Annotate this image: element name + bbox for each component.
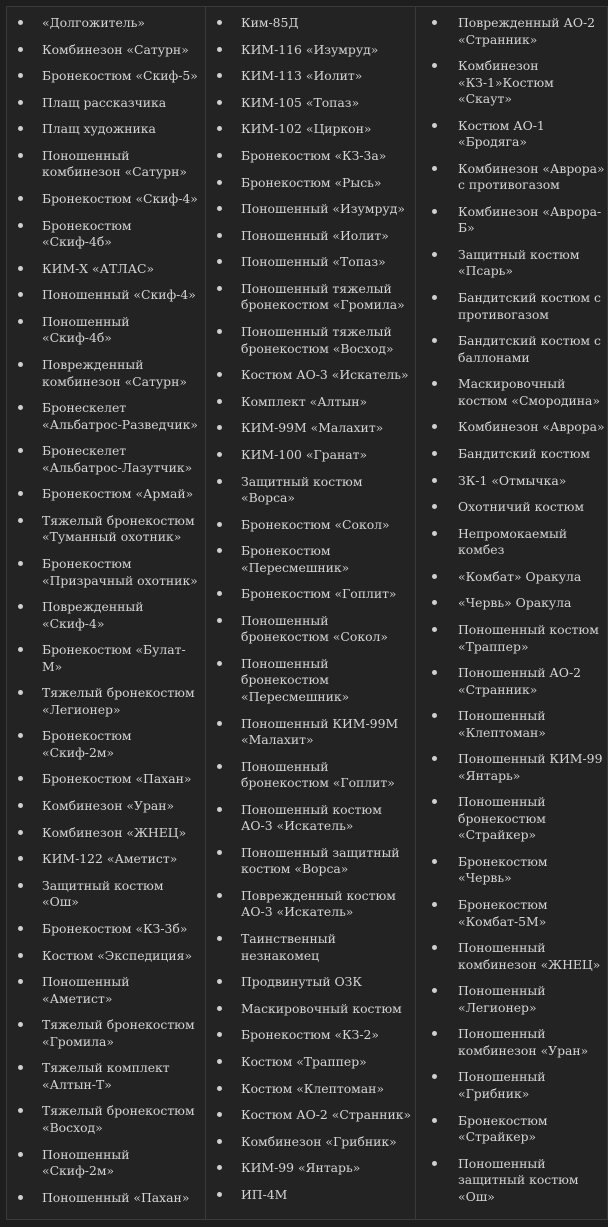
list-item: Тяжелый бронекостюм «Легионер» [7,685,205,718]
list-item: Бронекостюм «КЗ-3б» [7,921,205,938]
list-item: КИМ-100 «Гранат» [206,447,415,464]
column-2 [205,7,415,1219]
list-item: Поврежденный АО-2 «Странник» [416,15,607,48]
list-item: Поношенный защитный костюм «Ош» [416,1156,607,1206]
list-item: Комбинезон «Сатурн» [7,42,205,59]
list-item: Плащ художника [7,121,205,138]
list-item: Поношенный тяжелый бронекостюм «Громила» [206,281,415,314]
armor-list-column-3 [416,15,607,1205]
list-item: Защитный костюм «Ворса» [206,474,415,507]
list-item: Бронекостюм «Гоплит» [206,586,415,603]
armor-list-column-2 [206,15,415,1203]
list-item: Бронескелет «Альбатрос-Лазутчик» [7,443,205,476]
list-item: Поношенный КИМ-99М «Малахит» [206,716,415,749]
list-item: Поношенный «Аметист» [7,974,205,1007]
list-item: Плащ рассказчика [7,95,205,112]
list-item: Маскировочный костюм «Смородина» [416,376,607,409]
list-item: Бронекостюм «Комбат-5М» [416,897,607,930]
list-item: Комбинезон «Аврора» [416,419,607,436]
list-item: Поношенный костюм «Траппер» [416,622,607,655]
list-item: Комбинезон «Грибник» [206,1134,415,1151]
list-item: Поношенный «Скиф-4б» [7,314,205,347]
list-item: Бронекостюм «Скиф-4б» [7,218,205,251]
list-item: Поношенный КИМ-99 «Янтарь» [416,751,607,784]
list-item: Костюм «Клептоман» [206,1081,415,1098]
armor-list-table [6,6,608,1220]
list-item: Бронекостюм «Пересмешник» [206,543,415,576]
list-item: Поношенный «Грибник» [416,1069,607,1102]
list-item: Защитный костюм «Псарь» [416,247,607,280]
list-item: КИМ-Х «АТЛАС» [7,261,205,278]
column-3 [415,7,607,1219]
list-item: Таинственный незнакомец [206,931,415,964]
list-item: КИМ-102 «Циркон» [206,121,415,138]
list-item: Поношенный «Легионер» [416,983,607,1016]
list-item: Поношенный «Изумруд» [206,201,415,218]
list-item: Поношенный бронекостюм «Сокол» [206,613,415,646]
list-item: Костюм «Экспедиция» [7,948,205,965]
list-item: Костюм АО-2 «Странник» [206,1107,415,1124]
list-item: Комбинезон «Уран» [7,798,205,815]
list-item: Поврежденный комбинезон «Сатурн» [7,357,205,390]
list-item: Поношенный бронекостюм «Гоплит» [206,759,415,792]
list-item: «Долгожитель» [7,15,205,32]
list-item: Ким-85Д [206,15,415,32]
list-item: «Комбат» Оракула [416,569,607,586]
list-item: Поврежденный «Скиф-4» [7,599,205,632]
list-item: КИМ-116 «Изумруд» [206,42,415,59]
list-item: Поношенный «Топаз» [206,254,415,271]
list-item: Бронекостюм «Пахан» [7,771,205,788]
list-item: Поношенный АО-2 «Странник» [416,665,607,698]
list-item: Тяжелый комплект «Алтын-Т» [7,1060,205,1093]
armor-list-column-1 [7,15,205,1206]
list-item: Костюм «Траппер» [206,1054,415,1071]
column-1 [7,7,205,1219]
list-item: КИМ-99М «Малахит» [206,420,415,437]
list-item: Бронескелет «Альбатрос-Разведчик» [7,400,205,433]
list-item: Тяжелый бронекостюм «Громила» [7,1017,205,1050]
list-item: Поношенный бронекостюм «Пересмешник» [206,656,415,706]
list-item: Бронекостюм «КЗ-2» [206,1027,415,1044]
list-item: Бронекостюм «Рысь» [206,175,415,192]
list-item: Поношенный «Пахан» [7,1190,205,1207]
list-item: ЗК-1 «Отмычка» [416,473,607,490]
list-item: Комбинезон «Аврора» с противогазом [416,161,607,194]
list-item: Поврежденный костюм АО-3 «Искатель» [206,888,415,921]
list-item: Поношенный комбинезон «ЖНЕЦ» [416,940,607,973]
list-item: Поношенный «Скиф-4» [7,287,205,304]
list-item: Непромокаемый комбез [416,526,607,559]
list-item: Продвинутый ОЗК [206,974,415,991]
list-item: Бронекостюм «Призрачный охотник» [7,556,205,589]
list-item: Поношенный «Клептоман» [416,708,607,741]
list-item: КИМ-122 «Аметист» [7,851,205,868]
list-item: Поношенный комбинезон «Уран» [416,1026,607,1059]
list-item: Комбинезон «ЖНЕЦ» [7,825,205,842]
list-item: Поношенный «Иолит» [206,228,415,245]
list-item: Поношенный бронекостюм «Страйкер» [416,794,607,844]
list-item: КИМ-105 «Топаз» [206,95,415,112]
list-item: Бандитский костюм [416,446,607,463]
list-item: КИМ-99 «Янтарь» [206,1160,415,1177]
list-item: Бронекостюм «Скиф-4» [7,191,205,208]
list-item: Поношенный «Скиф-2м» [7,1147,205,1180]
list-item: КИМ-113 «Иолит» [206,68,415,85]
list-item: Бандитский костюм с баллонами [416,333,607,366]
list-item: Маскировочный костюм [206,1001,415,1018]
list-item: Тяжелый бронекостюм «Восход» [7,1103,205,1136]
list-item: Тяжелый бронекостюм «Туманный охотник» [7,513,205,546]
list-item: Защитный костюм «Ош» [7,878,205,911]
list-item: Костюм АО-1 «Бродяга» [416,118,607,151]
list-item: Бронекостюм «Сокол» [206,517,415,534]
list-item: Бронекостюм «Червь» [416,854,607,887]
list-item: Бронекостюм «Армай» [7,486,205,503]
list-item: Костюм АО-3 «Искатель» [206,367,415,384]
list-item: Бандитский костюм с противогазом [416,290,607,323]
list-item: Поношенный комбинезон «Сатурн» [7,148,205,181]
list-item: Бронекостюм «Булат-М» [7,642,205,675]
list-item: Поношенный тяжелый бронекостюм «Восход» [206,324,415,357]
list-item: Поношенный защитный костюм «Ворса» [206,845,415,878]
list-item: Охотничий костюм [416,499,607,516]
list-item: Комбинезон «Аврора-Б» [416,204,607,237]
list-item: Бронекостюм «Скиф-2м» [7,728,205,761]
list-item: «Червь» Оракула [416,595,607,612]
list-item: Бронекостюм «КЗ-3а» [206,148,415,165]
list-item: Бронекостюм «Скиф-5» [7,68,205,85]
list-item: ИП-4М [206,1187,415,1204]
list-item: Бронекостюм «Страйкер» [416,1113,607,1146]
list-item: Комбинезон «КЗ-1»Костюм «Скаут» [416,58,607,108]
list-item: Поношенный костюм АО-3 «Искатель» [206,802,415,835]
list-item: Комплект «Алтын» [206,394,415,411]
